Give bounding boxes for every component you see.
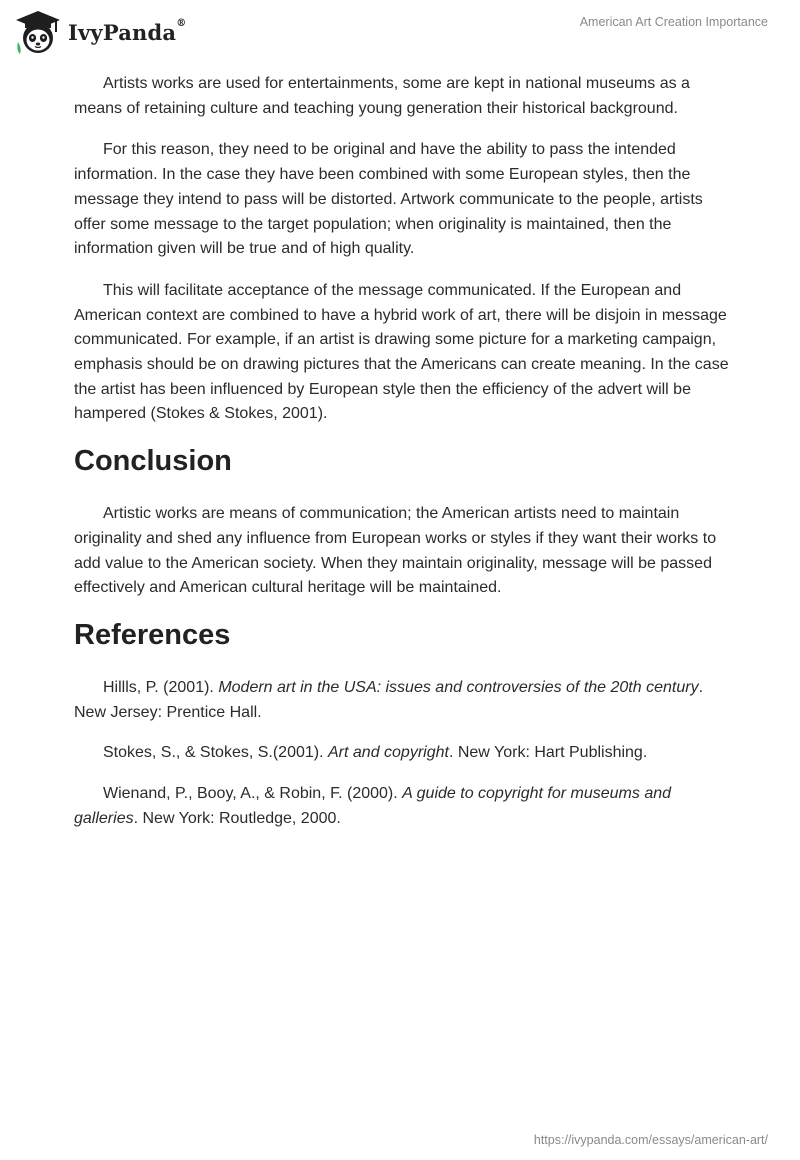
references-heading: References [74, 618, 231, 651]
conclusion-paragraph: Artistic works are means of communication; the American artists need to maintain originality and shed any influence from European works or styles if they want their works to add value to the American society. When they maintain originality, message will be passed effectively and American cultural heritage will be maintained. [74, 505, 717, 597]
body-paragraph-1: Artists works are used for entertainments, some are kept in national museums as a means of retaining culture and teaching young generation their historical background. [74, 75, 690, 117]
body-paragraph-2: For this reason, they need to be original and have the ability to pass the intended information. In the case they have been combined with some European styles, then the message they intend to pass will be distorted. Artwork communicate to the people, artists offer some message to the target population; when originality is maintained, then the information given will be true and of high quality. [74, 141, 703, 258]
footer-url[interactable]: https://ivypanda.com/essays/american-art/ [533, 1133, 768, 1147]
ivypanda-logo[interactable] [14, 8, 186, 56]
reference-item: Stokes, S., & Stokes, S.(2001). Art and copyright. New York: Hart Publishing. [103, 744, 648, 762]
reference-item: Wienand, P., Booy, A., & Robin, F. (2000). A guide to copyright for museums and galleries. New York: Routledge, 2000. [74, 785, 672, 827]
panda-logo-icon [14, 8, 62, 56]
document-title: American Art Creation Importance [579, 15, 768, 29]
conclusion-heading: Conclusion [74, 445, 232, 478]
body-paragraph-3: This will facilitate acceptance of the message communicated. If the European and American context are combined to have a hybrid work of art, there will be disjoin in message communicated. For example, if an artist is drawing some picture for a marketing campaign, emphasis should be on drawing pictures that the Americans can create meaning. In the case the artist has been influenced by European style then the efficiency of the advert will be hampered (Stokes & Stokes, 2001). [74, 281, 729, 423]
logo-text: IvyPanda® [68, 17, 187, 45]
page-header [0, 0, 800, 70]
essay-content [74, 72, 734, 847]
reference-item: Hillls, P. (2001). Modern art in the USA: issues and controversies of the 20th century. New Jersey: Prentice Hall. [74, 678, 704, 721]
